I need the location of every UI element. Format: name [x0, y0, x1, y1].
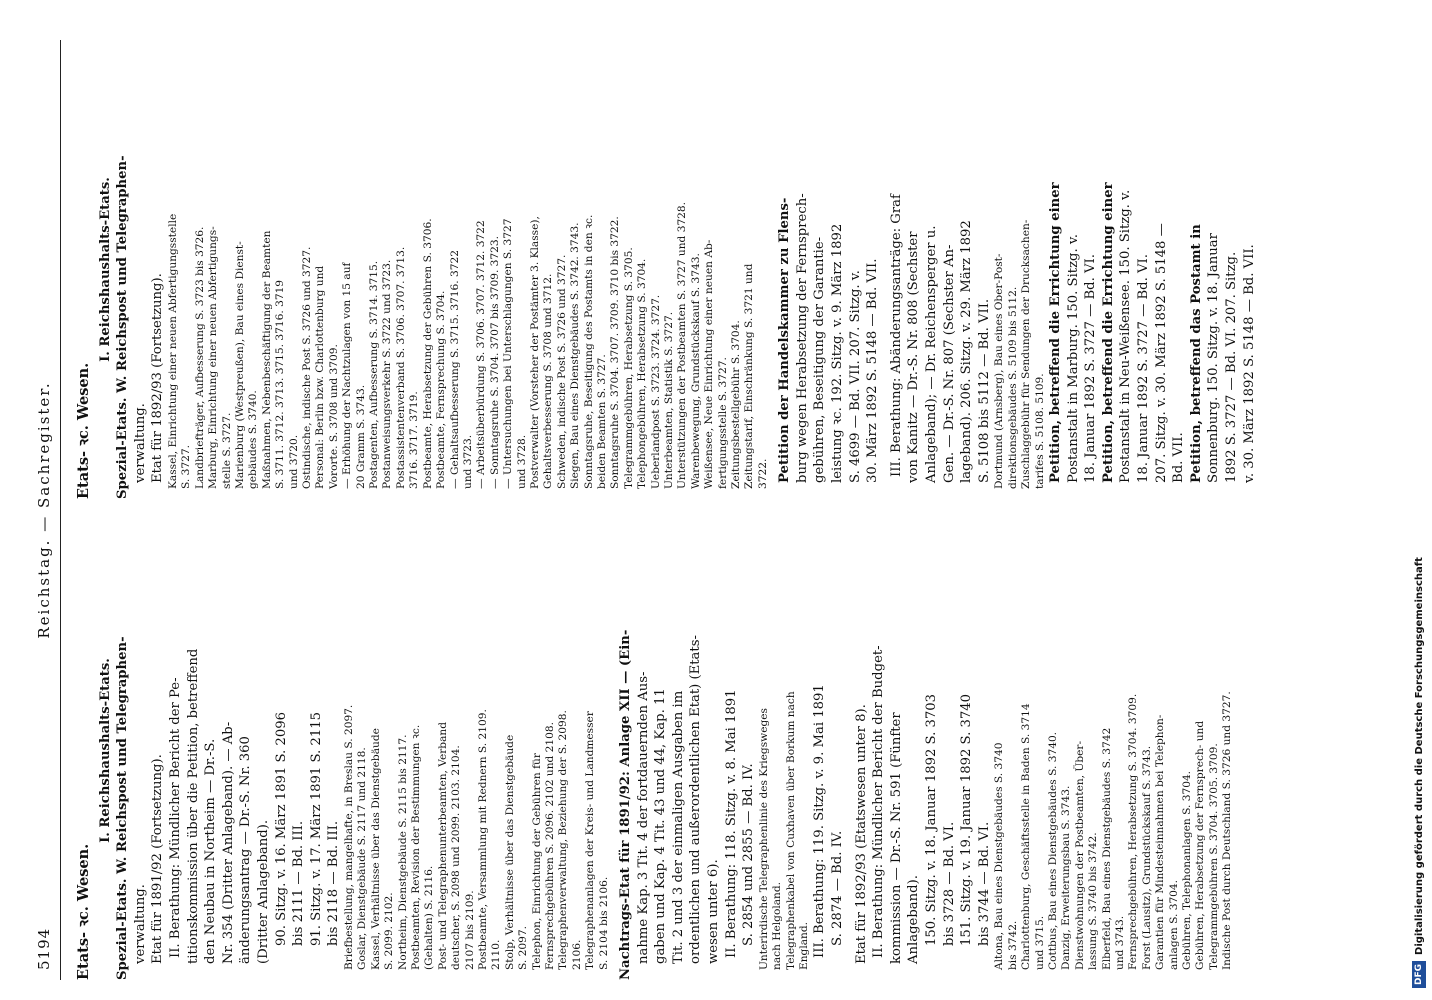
index-line: beiden Beamten S. 3727.	[595, 354, 608, 489]
index-line: II. Berathung: Mündlicher Bericht der Pe-	[167, 677, 183, 958]
index-line: Spezial-Etats. W. Reichspost und Telegraphen-	[115, 636, 131, 980]
index-line: 2106.	[570, 939, 583, 970]
index-line: S. 2099. 2102.	[383, 892, 396, 970]
index-line: Anlageband); — Dr. Reichensperger u.	[924, 225, 939, 483]
index-line: gebäudes S. 3740.	[247, 390, 260, 489]
index-line: Etats- ꝛc. Wesen.	[75, 362, 92, 499]
index-line: Landbriefträger, Aufbesserung S. 3723 bis 3726.	[193, 226, 206, 489]
index-line: 30. März 1892 S. 5148 — Bd. VII.	[865, 258, 881, 483]
index-line: Charlottenburg, Geschäftsstelle in Baden S. 3714	[1020, 703, 1033, 970]
index-line: Telegrammgebühren, Herabsetzung S. 3705.	[622, 247, 635, 489]
index-line: — Gehaltsaufbesserung S. 3715. 3716. 3722	[448, 250, 461, 489]
index-line: Warenbewegung, Grundstückskauf S. 3743.	[689, 253, 702, 489]
index-line: Nachtrags-Etat für 1891/92: Anlage XII — (Ein-	[618, 629, 634, 980]
index-line: ordentlichen und außerordentlichen Etat) (Etats-	[688, 635, 704, 964]
index-line: Petition, betreffend die Errichtung einer	[1048, 182, 1063, 483]
index-column-left	[69, 521, 1258, 980]
index-line: Etats- ꝛc. Wesen.	[75, 843, 92, 980]
index-line: 91. Sitzg. v. 17. März 1891 S. 2115	[308, 712, 324, 946]
index-line: Northeim, Dienstgebäude S. 2115 bis 2117.	[396, 734, 409, 970]
index-line: Postassistentenverband S. 3706. 3707. 3713.	[394, 246, 407, 489]
index-line: tarifes S. 5108. 5109.	[1033, 373, 1046, 489]
index-line: Nr. 354 (Dritter Anlageband). — Ab-	[220, 721, 236, 964]
index-line: Fernsprechgebühren S. 2096. 2102 und 2108.	[544, 722, 556, 970]
index-line: Fernsprechgebühren, Herabsetzung S. 3704. 3709.	[1127, 693, 1140, 970]
index-line: III. Berathung: 119. Sitzg. v. 9. Mai 1891	[812, 684, 828, 958]
index-line: änderungsantrag — Dr.-S. Nr. 360	[238, 736, 254, 964]
index-line: Briefbestellung, mangelhafte, in Breslau S. 2097.	[342, 704, 355, 970]
index-line: Garantien für Mindesteinnahmen bei Telephon-	[1154, 714, 1167, 970]
index-line: Postbeamte, Fernsprechung S. 3704.	[435, 290, 448, 489]
index-line: bis 3728 — Bd. VI.	[941, 821, 957, 946]
index-line: Ostindische, indische Post S. 3726 und 3727.	[301, 246, 314, 489]
index-line: Etat für 1892/93 (Fortsetzung).	[150, 273, 166, 483]
index-line: Unterstützungen der Postbeamten S. 3727 und 3728.	[676, 201, 689, 489]
page-header	[32, 40, 61, 980]
index-line: 18. Januar 1892 S. 3727 — Bd. VI.	[1083, 254, 1099, 483]
index-line: verwaltung.	[132, 884, 148, 964]
index-line: Unterirdische Telegraphenlinie des Kriegsweges	[757, 708, 770, 970]
index-line: Telegrammgebühren S. 3704. 3705. 3709.	[1207, 743, 1220, 970]
index-line: Elberfeld, Bau eines Dienstgebäudes S. 3742	[1100, 727, 1113, 970]
index-line: Petition, betreffend das Postamt in	[1188, 224, 1204, 483]
index-line: 1892 S. 3727 — Bd. VI. 207. Sitzg.	[1223, 251, 1239, 483]
index-line: Cottbus, Bau eines Dienstgebäudes S. 3740.	[1046, 731, 1059, 970]
index-line: Petition, betreffend die Errichtung einer	[1100, 182, 1116, 483]
index-line: Marburg, Einrichtung einer neuen Abfertigungs-	[207, 226, 220, 489]
index-line: S. 4699 — Bd. VII. 207. Sitzg. v.	[847, 270, 863, 483]
index-line: Postanstalt in Neu-Weißensee. 150. Sitzg. v.	[1118, 189, 1134, 483]
index-line: Anlageband).	[906, 875, 922, 964]
running-title: Reichstag. — Sachregister.	[35, 381, 53, 639]
index-line: 2107 bis 2109.	[463, 890, 476, 970]
digitization-watermark	[1410, 8, 1430, 998]
watermark-text: Digitalisierung gefördert durch die Deutsche Forschungsgemeinschaft	[1414, 557, 1425, 955]
index-line: — Untersuchungen bei Unterschlagungen S. 3727	[502, 218, 515, 489]
index-line: I. Reichshaushalts-Etats.	[97, 658, 113, 843]
index-line: 90. Sitzg. v. 16. März 1891 S. 2096	[273, 712, 289, 946]
index-line: Kassel, Verhältnisse über das Dienstgebäude	[369, 728, 382, 970]
index-line: Telegraphenverwaltung, Beziehung der S. 2098.	[557, 710, 570, 970]
index-line: Siegen, Bau eines Dienstgebäudes S. 3742. 3743.	[569, 222, 582, 489]
index-line: Weißensee, Neue Einrichtung einer neuen Ab-	[703, 239, 716, 489]
index-line: I. Reichshaushalts-Etats.	[97, 177, 113, 362]
index-line: anlagen S. 3704.	[1167, 879, 1180, 970]
index-line: S. 2854 und 2855 — Bd. IV.	[741, 763, 757, 946]
index-line: Postverwalter (Vorsteher der Postämter 3. Klasse),	[528, 216, 541, 489]
index-line: S. 2097.	[517, 926, 530, 970]
index-line: burg wegen Herabsetzung der Fernsprech-	[794, 193, 810, 483]
index-line: Stolp, Verhältnisse über das Dienstgebäude	[503, 734, 516, 970]
index-line: und 3715.	[1033, 915, 1046, 970]
index-line: Bd. VII.	[1171, 432, 1187, 483]
index-line: Unterbeamten, Statistik S. 3727.	[663, 311, 675, 489]
index-line: Etat für 1891/92 (Fortsetzung).	[150, 754, 166, 964]
index-line: Postanstalt in Marburg. 150. Sitzg. v.	[1065, 234, 1081, 483]
index-line: Postbeamte, Versammlung mit Rednern S. 2109.	[476, 709, 489, 970]
index-line: Spezial-Etats. W. Reichspost und Telegraphen-	[115, 155, 131, 499]
index-line: lageband). 206. Sitzg. v. 29. März 1892	[959, 220, 975, 483]
index-line: Telegraphenanlagen der Kreis- und Landmesser	[584, 711, 597, 970]
index-line: Sonnenburg. 150. Sitzg. v. 18. Januar	[1206, 233, 1222, 483]
index-line: S. 5108 bis 5112 — Bd. VII.	[976, 298, 992, 483]
index-line: Etat für 1892/93 (Etatswesen unter 8).	[853, 704, 869, 964]
index-line: leistung ꝛc. 192. Sitzg. v. 9. März 1892	[830, 223, 846, 483]
index-line: Gebühren, Telephonanlagen S. 3704.	[1181, 770, 1194, 970]
index-line: Petition der Handelskammer zu Flens-	[777, 197, 793, 483]
index-line: II. Berathung: Mündlicher Bericht der Budget-	[871, 645, 887, 958]
index-line: lassung S. 3740 bis 3742.	[1087, 832, 1100, 970]
index-line: Kassel, Einrichtung einer neuen Abfertigungsstelle	[166, 213, 179, 489]
index-line: Maßnahmen, Nebenbeschäftigung der Beamten	[260, 230, 273, 489]
index-line: stelle S. 3727.	[220, 412, 233, 489]
index-line: 207. Sitzg. v. 30. März 1892 S. 5148 —	[1153, 223, 1169, 483]
index-line: Ueberlandpost S. 3723. 3724. 3727.	[649, 294, 662, 489]
index-line: gaben und Kap. 4 Tit. 43 und 44, Kap. 11	[653, 688, 669, 964]
index-line: 2110.	[490, 939, 503, 970]
index-line: nach Helgoland.	[771, 882, 784, 970]
index-line: Sonntagsruhe S. 3704. 3707. 3709. 3710 bis 3722.	[609, 216, 622, 489]
index-line: Altona, Bau eines Dienstgebäudes S. 3740	[993, 742, 1006, 970]
index-line: kommission — Dr.-S. Nr. 591 (Fünfter	[888, 712, 904, 964]
index-line: deutscher, S. 2098 und 2099. 2103. 2104.	[450, 745, 463, 970]
index-line: — Sonntagsruhe S. 3704. 3707 bis 3709. 3723.	[488, 235, 501, 489]
index-line: und 3743.	[1114, 915, 1126, 970]
index-line: Schweden, indische Post S. 3726 und 3727.	[555, 254, 568, 489]
dfg-logo: DFG	[1412, 961, 1426, 988]
index-line: bis 2118 — Bd. III.	[326, 820, 342, 946]
index-line: 151. Sitzg. v. 19. Januar 1892 S. 3740	[959, 693, 975, 946]
index-line: Gen. — Dr.-S. Nr. 807 (Sechster An-	[941, 244, 957, 483]
watermark-text-strip	[1410, 8, 1430, 988]
index-line: (Dritter Anlageband).	[255, 819, 271, 964]
index-line: Sonntagsruhe, Beseitigung des Postamts in den ꝛc.	[582, 214, 595, 489]
index-line: Postanweisungsverkehr S. 3722 und 3723.	[381, 259, 394, 489]
index-line: und 3720.	[287, 434, 300, 489]
index-line: Post- und Telegraphenunterbeamten, Verband	[436, 722, 449, 970]
index-line: S. 3711. 3712. 3713. 3715. 3716. 3719	[274, 279, 287, 489]
index-line: von Kanitz — Dr.-S. Nr. 808 (Sechster	[906, 231, 922, 483]
index-line: 3716. 3717. 3719.	[408, 391, 421, 489]
index-line: Gehaltsverbesserung S. 3708 und 3712.	[542, 273, 555, 489]
index-line: bis 2111 — Bd. III.	[291, 820, 307, 946]
index-line: Danzig, Erweiterungsbau S. 3743.	[1060, 785, 1073, 970]
index-line: Tit. 2 und 3 der einmaligen Ausgaben im	[670, 690, 686, 964]
index-line: Telephongebühren, Herabsetzung S. 3704.	[636, 258, 649, 489]
index-line: direktionsgebäudes S. 5109 bis 5112.	[1006, 286, 1019, 489]
index-line: Postagenten, Aufbesserung S. 3714. 3715.	[368, 260, 381, 489]
index-line: Telegraphenkabel von Cuxhaven über Borkum nach	[784, 691, 797, 970]
index-line: Postbeamten, Revision der Bestimmungen ꝛc.	[409, 724, 422, 970]
index-line: Marienburg (Westpreußen), Bau eines Dienst-	[234, 241, 246, 489]
index-line: Personal: Berlin bzw. Charlottenburg und	[314, 265, 327, 489]
index-line: Gebühren, Herabsetzung der Fernsprech- und	[1194, 720, 1207, 970]
index-line: England.	[798, 921, 810, 970]
index-line: gebühren, Beseitigung der Garantie-	[812, 236, 828, 483]
index-line: — Erhöhung der Nachtzulagen von 15 auf	[341, 262, 354, 489]
index-line: 20 Gramm S. 3743.	[354, 384, 367, 489]
index-line: Zeitungsbestellgebühr S. 3704.	[730, 320, 743, 489]
index-line: und 3728.	[515, 434, 528, 489]
page-number: 5194	[35, 927, 53, 970]
index-line: Dortmund (Arnsberg), Bau eines Ober-Post-	[993, 253, 1006, 489]
index-line: 150. Sitzg. v. 18. Januar 1892 S. 3703	[923, 693, 939, 946]
index-line: 3722.	[756, 458, 769, 489]
index-line: Postbeamte, Herabsetzung der Gebühren S. 3706.	[421, 218, 434, 489]
index-line: III. Berathung: Abänderungsanträge: Graf	[888, 194, 904, 477]
index-line: S. 2104 bis 2106.	[597, 876, 610, 970]
index-line: den Neubau in Northeim — Dr.-S.	[203, 738, 219, 964]
index-line: titionskommission über die Petition, betreffend	[185, 648, 201, 964]
index-line: und 3723.	[461, 434, 474, 489]
index-column-right	[69, 40, 1258, 499]
index-line: bis 3742.	[1006, 920, 1019, 970]
index-line: Vororte. S. 3708 und 3709.	[327, 344, 340, 489]
index-line: — Arbeitsüberbürdung S. 3706. 3707. 3712. 3722	[475, 220, 488, 489]
index-line: Goslar, Dienstgebäude S. 2117 und 2118.	[356, 747, 369, 970]
index-columns	[69, 40, 1258, 980]
index-line: fertigungsstelle S. 3727.	[716, 357, 729, 489]
index-line: nahme Kap. 3 Tit. 4 der fortdauernden Aus-	[635, 671, 651, 964]
index-line: S. 2874 — Bd. IV.	[830, 830, 845, 946]
index-line: Zuschlaggebühr für Sendungen der Drucksachen-	[1020, 219, 1033, 489]
index-line: bis 3744 — Bd. VI.	[976, 821, 992, 946]
index-line: verwaltung.	[132, 403, 148, 483]
index-line: v. 30. März 1892 S. 5148 — Bd. VII.	[1241, 244, 1257, 483]
index-line: Telephon, Einrichtung der Gebühren für	[530, 753, 543, 970]
index-line: S. 3727.	[180, 445, 193, 489]
index-line: Forst (Lausitz), Grundstückskauf S. 3743.	[1140, 745, 1153, 970]
index-line: wesen unter 6).	[706, 859, 721, 964]
index-line: Zeitungstarif, Einschränkung S. 3721 und	[743, 263, 756, 489]
index-line: II. Berathung: 118. Sitzg. v. 8. Mai 1891	[723, 689, 739, 958]
index-line: Dienstwohnungen der Postbeamten, Über-	[1073, 740, 1086, 970]
index-line: (Gehalten) S. 2116.	[423, 865, 436, 970]
index-line: Indische Post durch Deutschland S. 3726 und 3727.	[1221, 691, 1234, 970]
index-line: 18. Januar 1892 S. 3727 — Bd. VI.	[1135, 254, 1151, 483]
